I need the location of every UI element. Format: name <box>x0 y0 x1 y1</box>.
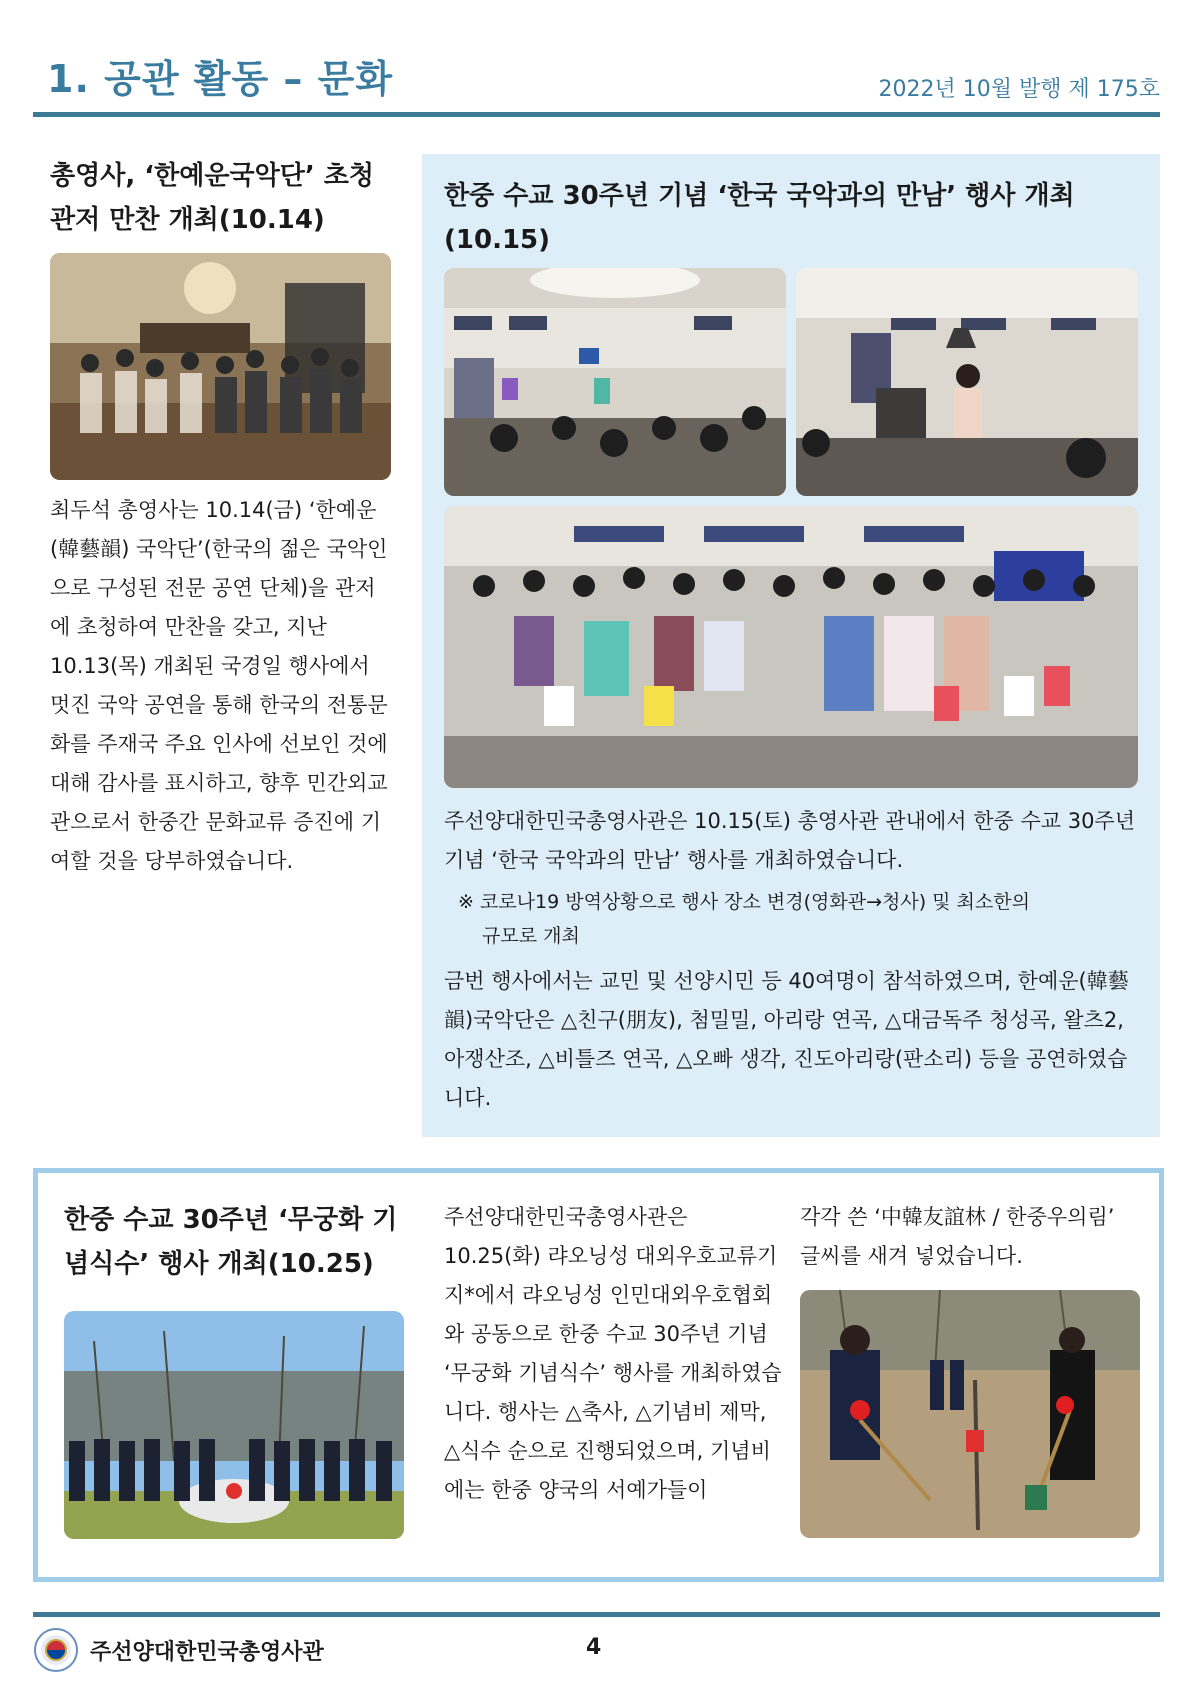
section-planting-body-col3: 각각 쓴 ‘中韓友誼林 / 한중우의림’ 글씨를 새겨 넣었습니다. <box>800 1205 1115 1268</box>
planting-ceremony-photo <box>800 1290 1140 1538</box>
section-dinner-body: 최두석 총영사는 10.14(금) ‘한예운(韓藝韻) 국악단’(한국의 젊은 국악인으로 구성된 전문 공연 단체)을 관저에 초청하여 만찬을 갖고, 지난 10.13(목) 개최된 국경일 행사에서 멋진 국악 공연을 통해 한국의 전통문화를 주재국 주요 인사에 선보인 것에 대해 감사를 표시하고, 향후 민간외교관으로서 한중간 문화교류 증진에 기여할 것을 당부하였습니다. <box>50 498 388 873</box>
section-dinner <box>50 154 390 242</box>
note-line-2: 규모로 개최 <box>482 925 580 947</box>
note-line-1: ※ 코로나19 방역상황으로 행사 장소 변경(영화관→청사) 및 최소한의 <box>458 891 1030 913</box>
section-planting-body-col2: 주선양대한민국총영사관은 10.25(화) 랴오닝성 대외우호교류기지*에서 랴오닝성 인민대외우호협회와 공동으로 한중 수교 30주년 기념 ‘무궁화 기념식수’ 행사를 개최하였습니다. 행사는 △축사, △기념비 제막, △식수 순으로 진행되었으며, 기념비에는 한중 양국의 서예가들이 <box>444 1205 782 1502</box>
gugak-performance-photo-2 <box>796 268 1138 496</box>
page-title: 1. 공관 활동 – 문화 <box>47 57 394 101</box>
gugak-group-photo <box>444 506 1138 788</box>
footer-org-name: 주선양대한민국총영사관 <box>90 1640 324 1665</box>
section-planting-title: 한중 수교 30주년 ‘무궁화 기념식수’ 행사 개최(10.25) <box>64 1205 398 1279</box>
issue-label: 2022년 10월 발행 제 175호 <box>878 77 1160 102</box>
section-dinner-title: 총영사, ‘한예운국악단’ 초청 관저 만찬 개최(10.14) <box>50 161 375 235</box>
section-gugak-title: 한중 수교 30주년 기념 ‘한국 국악과의 만남’ 행사 개최 (10.15) <box>444 181 1075 255</box>
footer-divider <box>33 1612 1160 1617</box>
section-gugak-note <box>444 885 1158 953</box>
emblem-icon <box>33 1627 79 1673</box>
dinner-group-photo <box>50 253 391 480</box>
page-number: 4 <box>586 1635 602 1660</box>
header-divider <box>33 112 1160 117</box>
section-gugak-body-1: 주선양대한민국총영사관은 10.15(토) 총영사관 관내에서 한중 수교 30주년 기념 ‘한국 국악과의 만남’ 행사를 개최하였습니다. <box>444 809 1135 872</box>
section-gugak-body-2: 금번 행사에서는 교민 및 선양시민 등 40여명이 참석하였으며, 한예운(韓藝韻)국악단은 △친구(朋友), 첨밀밀, 아리랑 연곡, △대금독주 청성곡, 왈츠2, 아쟁산조, △비틀즈 연곡, △오빠 생각, 진도아리랑(판소리) 등을 공연하였습니다. <box>444 969 1129 1110</box>
gugak-performance-photo-1 <box>444 268 786 496</box>
planting-group-photo <box>64 1311 404 1539</box>
